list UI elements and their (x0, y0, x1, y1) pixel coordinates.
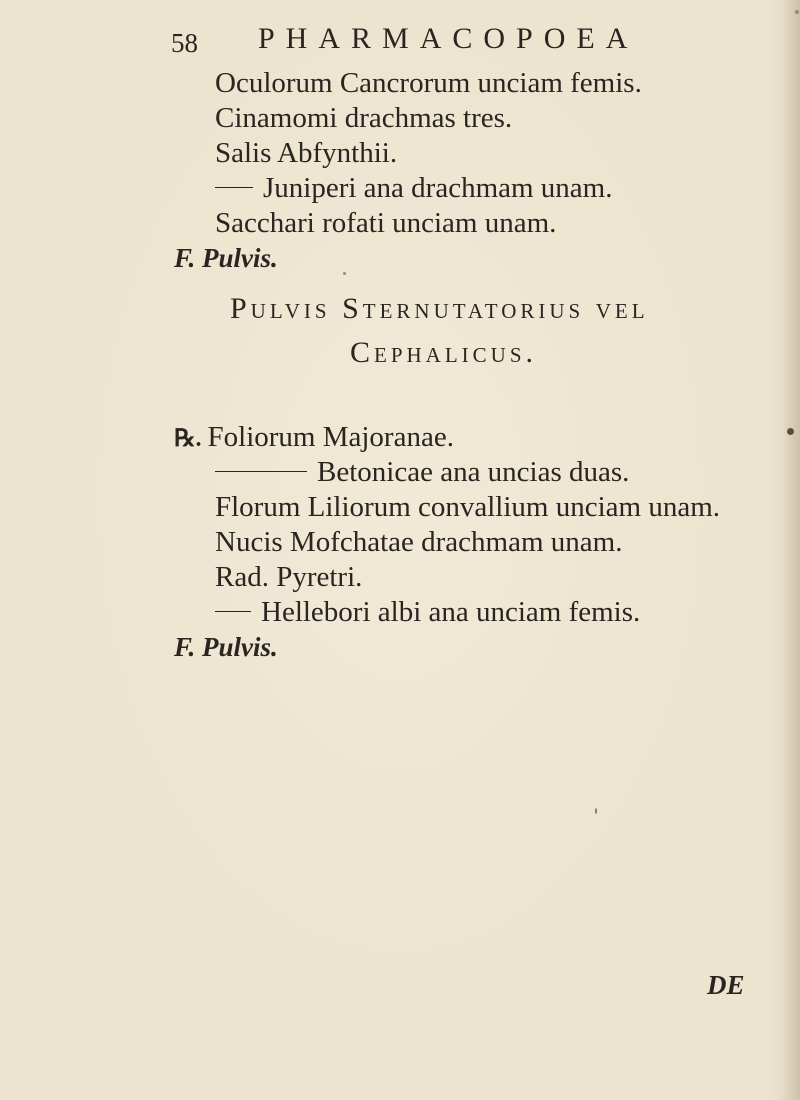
recipe-symbol: ℞. (174, 426, 202, 452)
recipe2-line: Florum Liliorum convallium unciam unam. (215, 491, 721, 523)
recipe1-line-text: Juniperi ana drachmam unam. (263, 172, 613, 204)
page-number: 58 (171, 28, 198, 58)
catchword: DE (707, 970, 745, 1000)
paper-speck (595, 808, 597, 814)
recipe2-first-line (174, 420, 454, 456)
recipe1-line-ditto (215, 171, 613, 205)
paper-speck (343, 272, 346, 275)
recipe2-line-text: Betonicae ana uncias duas. (317, 456, 630, 488)
recipe2-closing: F. Pulvis. (174, 632, 278, 662)
page-edge-shadow (782, 0, 800, 1100)
ditto-dash (215, 611, 251, 612)
section-heading-line2: Cephalicus. (350, 336, 538, 369)
recipe1-line: Sacchari rofati unciam unam. (215, 207, 557, 239)
ditto-dash (215, 471, 307, 472)
paper-speck (795, 10, 799, 14)
paper-speck (787, 428, 794, 435)
recipe1-line: Salis Abfynthii. (215, 137, 398, 169)
section-heading-line1: Pulvis Sternutatorius vel (230, 292, 649, 325)
recipe1-closing: F. Pulvis. (174, 243, 278, 273)
recipe1-line: Cinamomi drachmas tres. (215, 102, 513, 134)
recipe2-line-ditto (215, 455, 629, 489)
ditto-dash (215, 187, 253, 188)
recipe2-line: Rad. Pyretri. (215, 561, 363, 593)
recipe2-line: Nucis Mofchatae drachmam unam. (215, 526, 623, 558)
recipe1-line: Oculorum Cancrorum unciam femis. (215, 67, 642, 99)
recipe2-line-text: Hellebori albi ana unciam femis. (261, 596, 641, 628)
recipe2-line-text: Foliorum Majoranae. (207, 421, 454, 453)
recipe2-line-ditto (215, 595, 640, 629)
running-title: PHARMACOPOEA (258, 22, 639, 55)
